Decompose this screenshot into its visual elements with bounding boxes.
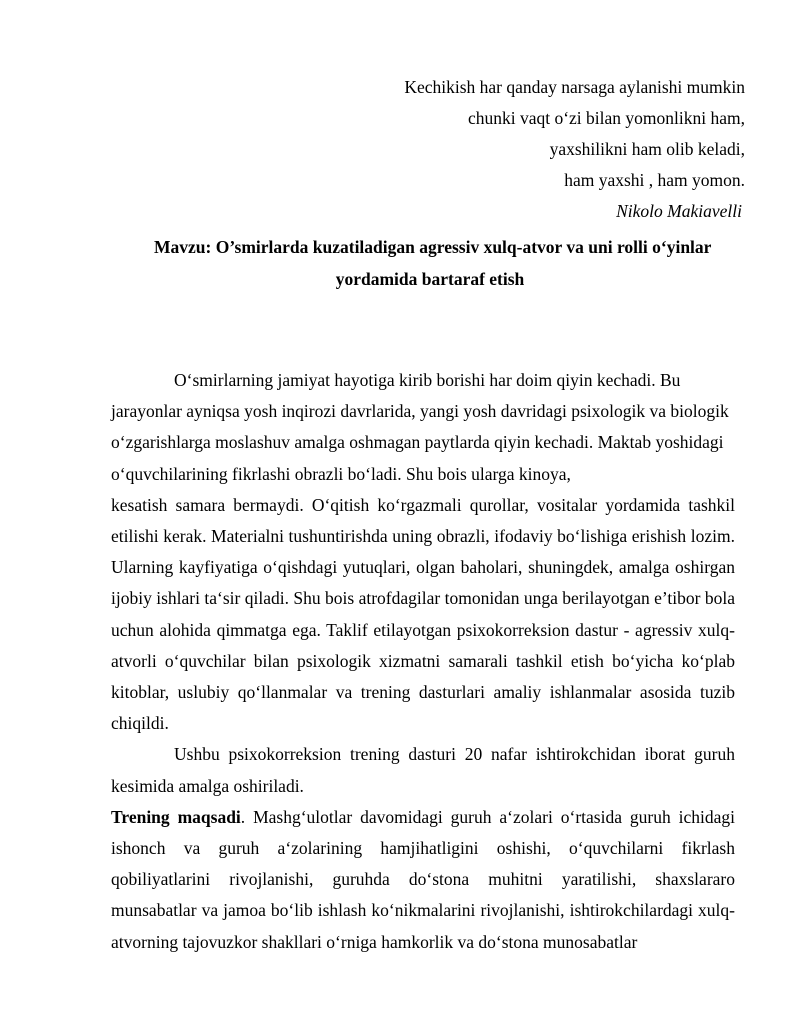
paragraph-intro-continued: kesatish samara bermaydi. O‘qitish ko‘rgazmali qurollar, vositalar yordamida tashkil etilishi kerak. Materialni tushuntirishda uning obrazli, ifodaviy bo‘lishiga erishish lozim. Ularning kayfiyatiga o‘qishdagi yutuqlari, olgan baholari, shuningdek, amalga oshirgan ijobiy ishlari ta‘sir qiladi. Shu bois atrofdagilar tomonidan unga berilayotgan e’tibor bola uchun alohida qimmatga ega. Taklif etilayotgan psixokorreksion dastur - agressiv xulq-atvorli o‘quvchilar bilan psixologik xizmatni samarali tashkil etish bo‘yicha ko‘plab kitoblar, uslubiy qo‘llanmalar va trening dasturlari amaliy ishlanmalar asosida tuzib chiqildi. [111,494,735,734]
epigraph-author: Nikolo Makiavelli [616,201,742,221]
epigraph-line: chunki vaqt o‘zi bilan yomonlikni ham, [467,108,745,128]
paragraph-program: Ushbu psixokorreksion trening dasturi 20 nafar ishtirokchidan iborat guruh kesimida amalga oshiriladi. [111,744,735,796]
document-body [111,365,735,958]
goal-label: Trening maqsadi [111,806,241,827]
paragraph-goal [111,802,735,958]
document-title [150,231,750,295]
epigraph [404,72,745,227]
paragraph-intro: O‘smirlarning jamiyat hayotiga kirib borishi har doim qiyin kechadi. Bu jarayonlar ayniqsa yosh inqirozi davrlarida, yangi yosh davridagi psixologik va biologik o‘zgarishlarga moslashuv amalga oshmagan paytlarda qiyin kechadi. Maktab yoshidagi o‘quvchilarining fikrlashi obrazli bo‘ladi. Shu bois ularga kinoya, [111,370,729,484]
epigraph-line: ham yaxshi , ham yomon. [564,170,745,190]
title-line-2: yordamida bartaraf etish [335,269,525,289]
epigraph-line: yaxshilikni ham olib keladi, [549,139,745,159]
goal-text: . Mashg‘ulotlar davomidagi guruh a‘zolari o‘rtasida guruh ichidagi ishonch va guruh a‘zolarining hamjihatligini oshishi, o‘quvchilarni fikrlash qobiliyatlarini rivojlanishi, guruhda do‘stona muhitni yaratilishi, shaxslararo munsabatlar va jamoa bo‘lib ishlash ko‘nikmalarini rivojlanishi, ishtirokchilardagi xulq-atvorning tajovuzkor shakllari o‘rniga hamkorlik va do‘stona munosabatlar [111,806,735,952]
epigraph-line: Kechikish har qanday narsaga aylanishi mumkin [404,77,745,97]
title-line-1: Mavzu: O’smirlarda kuzatiladigan agressiv xulq-atvor va uni rolli o‘yinlar [154,237,712,257]
